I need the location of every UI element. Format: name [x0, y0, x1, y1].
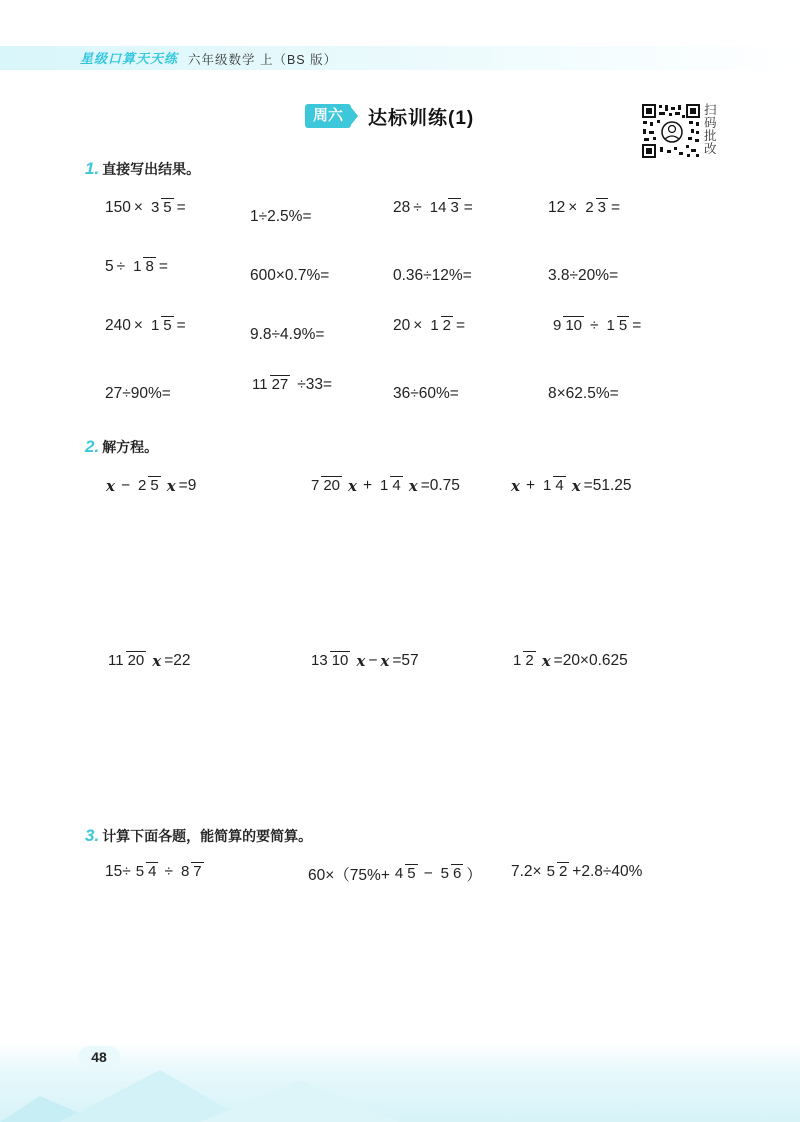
rhs: =20×0.625: [553, 652, 628, 669]
op-equals: =: [176, 199, 186, 216]
q1-item-r2c3: 0.36÷12%=: [393, 267, 472, 284]
close-paren: ）: [466, 867, 482, 884]
op-equals: =: [463, 199, 473, 216]
section-2-text: 解方程。: [102, 439, 159, 455]
rhs: =0.75: [420, 477, 460, 494]
numerator: 1: [606, 317, 615, 334]
op-equals: =: [158, 258, 168, 275]
page-number: 48: [78, 1046, 120, 1068]
numerator: 2: [585, 199, 594, 216]
section-3-heading: [85, 826, 312, 846]
q1-item-r3c4: [548, 317, 641, 335]
numerator: 11: [252, 376, 268, 393]
fraction: [605, 318, 630, 334]
fraction: [583, 200, 608, 216]
numerator: 5: [440, 865, 449, 882]
q2-equation-4: [103, 652, 191, 670]
remainder: ÷33=: [297, 376, 333, 393]
q1-item-r4c1: 27÷90%=: [105, 385, 171, 402]
op-divide: ÷: [413, 199, 422, 216]
footer-decoration: [0, 1050, 800, 1122]
operand: 7.2×: [511, 863, 542, 880]
numerator: 5: [135, 863, 145, 880]
section-1-number: 1.: [85, 159, 100, 178]
q1-item-r3c3: [393, 317, 465, 335]
denominator: 10: [565, 317, 583, 334]
section-1-heading: [85, 159, 200, 179]
op-equals: =: [176, 317, 186, 334]
numerator: 1: [133, 258, 142, 275]
denominator: 2: [525, 652, 534, 669]
q1-item-r2c1: [105, 258, 168, 276]
section-2-heading: [85, 437, 158, 457]
denominator: 5: [163, 199, 172, 216]
rhs: =9: [178, 477, 197, 494]
op-plus: +: [362, 477, 373, 494]
scan-to-grade-label: 扫码批改: [704, 103, 717, 156]
denominator: 2: [558, 863, 568, 880]
fraction: [428, 318, 453, 334]
numerator: 8: [180, 863, 190, 880]
numerator: 9: [553, 317, 562, 334]
q1-item-r1c3: [393, 199, 473, 217]
fraction: [309, 653, 350, 669]
day-badge: 周六: [305, 104, 351, 128]
q1-item-r1c4: [548, 199, 620, 217]
operand: 15÷: [105, 863, 131, 880]
operand: 12: [548, 199, 566, 216]
operand: 150: [105, 199, 131, 216]
denominator: 2: [442, 317, 451, 334]
variable-x: x: [348, 477, 357, 495]
fraction: [136, 478, 161, 494]
denominator: 3: [450, 199, 459, 216]
op-times: ×: [133, 199, 143, 216]
operand: 28: [393, 199, 411, 216]
fraction: [179, 864, 204, 880]
q1-item-r1c2: 1÷2.5%=: [250, 208, 312, 225]
numerator: 1: [150, 317, 160, 334]
rhs: =57: [392, 652, 419, 669]
operand: 240: [105, 317, 131, 334]
q2-equation-5: [306, 652, 419, 670]
q2-equation-3: [508, 477, 632, 495]
q3-calc-3: [511, 863, 642, 881]
numerator: 5: [546, 863, 555, 880]
fraction: [541, 478, 566, 494]
numerator: 13: [311, 652, 328, 669]
op-times: ×: [133, 317, 143, 334]
denominator: 10: [331, 652, 349, 669]
numerator: 1: [543, 477, 552, 494]
fraction: [439, 866, 464, 882]
denominator: 8: [145, 258, 154, 275]
q1-item-r2c4: 3.8÷20%=: [548, 267, 619, 284]
section-3-number: 3.: [85, 826, 100, 845]
denominator: 5: [163, 317, 172, 334]
fraction: [106, 653, 146, 669]
denominator: 7: [193, 863, 202, 880]
variable-x: x: [511, 477, 520, 495]
variable-x: x: [356, 652, 366, 670]
denominator: 4: [555, 477, 564, 494]
fraction: [393, 866, 418, 882]
section-1-text: 直接写出结果。: [102, 161, 201, 177]
fraction: [250, 377, 290, 393]
section-2-number: 2.: [85, 437, 100, 456]
q1-item-r3c2: 9.8÷4.9%=: [250, 326, 325, 343]
variable-x: x: [408, 477, 418, 495]
q3-calc-1: [105, 863, 207, 881]
fraction: [131, 259, 156, 275]
denominator: 5: [407, 865, 416, 882]
op-equals: =: [611, 199, 621, 216]
operand: 60×（75%+: [308, 867, 390, 884]
denominator: 3: [597, 199, 606, 216]
q2-equation-1: [103, 477, 196, 495]
numerator: 11: [108, 652, 124, 669]
badge-arrow: [350, 106, 358, 126]
op-minus: −: [423, 865, 433, 882]
numerator: 14: [429, 199, 447, 216]
q2-equation-2: [306, 477, 460, 495]
denominator: 20: [127, 652, 145, 669]
denominator: 4: [392, 477, 401, 494]
numerator: 7: [311, 477, 320, 494]
qr-code-icon[interactable]: [641, 103, 701, 159]
fraction: [378, 478, 403, 494]
fraction: [545, 864, 570, 880]
page-title: 达标训练(1): [368, 108, 475, 129]
operand: 20: [393, 317, 411, 334]
q1-item-r4c3: 36÷60%=: [393, 385, 459, 402]
fraction: [134, 864, 159, 880]
q1-item-r1c1: [105, 199, 186, 217]
op-equals: =: [456, 317, 466, 334]
denominator: 4: [148, 863, 157, 880]
op-divide: ÷: [116, 258, 126, 275]
variable-x: x: [541, 652, 551, 670]
numerator: 3: [150, 199, 160, 216]
op-divide: ÷: [164, 863, 173, 880]
fraction: [428, 200, 461, 216]
denominator: 5: [150, 477, 159, 494]
op-plus: +: [525, 477, 536, 494]
op-times: ×: [413, 317, 423, 334]
fraction: [511, 653, 536, 669]
numerator: 4: [394, 865, 404, 882]
q3-calc-2: [308, 863, 482, 885]
numerator: 1: [513, 652, 522, 669]
q1-item-r3c1: [105, 317, 186, 335]
section-3-text: 计算下面各题，能简算的要简算。: [102, 828, 313, 844]
rhs: =22: [164, 652, 191, 669]
book-subtitle: 六年级数学 上（BS 版）: [188, 53, 338, 67]
fraction: [551, 318, 584, 334]
q1-item-r4c4: 8×62.5%=: [548, 385, 619, 402]
op-minus: −: [368, 652, 378, 669]
q1-item-r4c2: [247, 376, 332, 394]
operand: 5: [105, 258, 114, 275]
rhs: =51.25: [583, 477, 632, 494]
q2-equation-6: [508, 652, 628, 670]
op-minus: −: [120, 477, 131, 494]
fraction: [309, 478, 342, 494]
op-divide: ÷: [590, 317, 599, 334]
variable-x: x: [152, 652, 162, 670]
numerator: 1: [380, 477, 389, 494]
denominator: 27: [271, 376, 289, 393]
numerator: 1: [430, 317, 439, 334]
op-times: ×: [568, 199, 578, 216]
series-title: 星级口算天天练: [80, 51, 179, 66]
variable-x: x: [106, 477, 115, 495]
variable-x: x: [166, 477, 176, 495]
denominator: 20: [323, 477, 341, 494]
q1-item-r2c2: 600×0.7%=: [250, 267, 330, 284]
denominator: 6: [452, 865, 462, 882]
fraction: [149, 318, 174, 334]
denominator: 5: [618, 317, 628, 334]
numerator: 2: [138, 477, 147, 494]
op-equals: =: [632, 317, 642, 334]
variable-x: x: [571, 477, 581, 495]
variable-x: x: [380, 652, 390, 670]
fraction: [149, 200, 174, 216]
remainder: +2.8÷40%: [572, 863, 643, 880]
